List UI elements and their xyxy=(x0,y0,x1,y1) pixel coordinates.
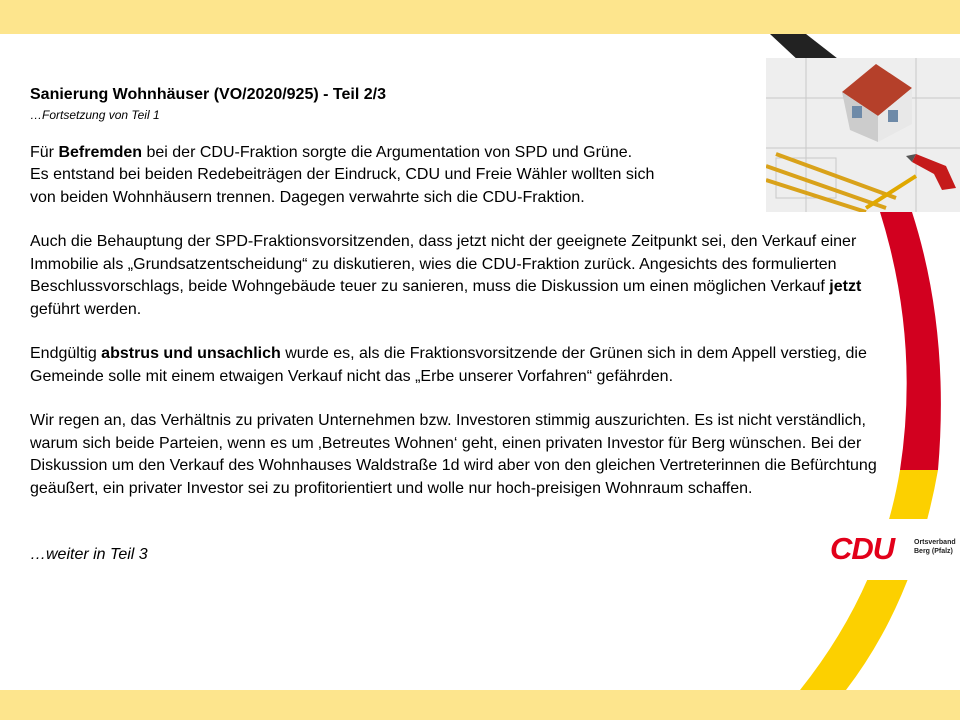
p1-before: Für xyxy=(30,143,59,161)
paragraph-1 xyxy=(30,142,890,210)
continuation-note: …weiter in Teil 3 xyxy=(30,546,148,563)
slide-content xyxy=(30,84,890,589)
p3-bold: abstrus und unsachlich xyxy=(101,345,281,362)
p1-bold: Befremden xyxy=(58,143,143,161)
logo-wordmark: CDU xyxy=(830,531,895,566)
paragraph-2 xyxy=(30,231,890,321)
slide-subtitle: …Fortsetzung von Teil 1 xyxy=(30,107,160,122)
p1-line3: von beiden Wohnhäusern trennen. Dagegen verwahrte sich die CDU-Fraktion. xyxy=(30,188,585,206)
logo-subtitle xyxy=(914,538,956,556)
paragraph-3 xyxy=(30,343,890,388)
p3-before: Endgültig xyxy=(30,345,102,362)
paragraph-4: Wir regen an, das Verhältnis zu privaten Unternehmen bzw. Investoren stimmig auszurichten. Es ist nicht verständlich, warum sich beide Parteien, wenn es um ‚Betreutes Wohnen‘ geht, einen privaten Investor für Berg wünschen. Bei der Diskussion um den Verkauf des Wohnhauses Waldstraße 1d wird aber von den gleichen Vertreterinnen die Befürchtung geäußert, ein privater Investor sei zu profitorientiert und wolle nur hoch-preisigen Wohnraum schaffen. xyxy=(30,412,877,497)
logo-line1: Ortsverband xyxy=(914,539,956,546)
p2-after: geführt werden. xyxy=(30,300,142,318)
p1-after: bei der CDU-Fraktion sorgte die Argumentation von SPD und Grüne. xyxy=(142,143,633,161)
slide-title: Sanierung Wohnhäuser (VO/2020/925) - Teil 2/3 xyxy=(30,86,386,103)
p2-bold: jetzt xyxy=(829,278,862,295)
cdu-logo xyxy=(826,519,960,580)
p1-line2: Es entstand bei beiden Redebeiträgen der Eindruck, CDU und Freie Wähler wollten sich xyxy=(30,166,655,183)
p3-after: wurde es, als die Fraktionsvorsitzende der Grünen sich in dem Appell verstieg, die Gemeinde solle mit einem etwaigen Verkauf nicht das „Erbe unserer Vorfahren“ gefährden. xyxy=(30,345,867,385)
logo-line2: Berg (Pfalz) xyxy=(914,548,953,555)
p2-before: Auch die Behauptung der SPD-Fraktionsvorsitzenden, dass jetzt nicht der geeignete Zeitpunkt sei, den Verkauf einer Immobilie als „Grundsatzentscheidung“ zu diskutieren, wies die CDU-Fraktion zurück. Angesichts des formulierten Beschlussvorschlags, beide Wohngebäude teuer zu sanieren, muss die Diskussion um einen möglichen Verkauf xyxy=(30,233,857,295)
